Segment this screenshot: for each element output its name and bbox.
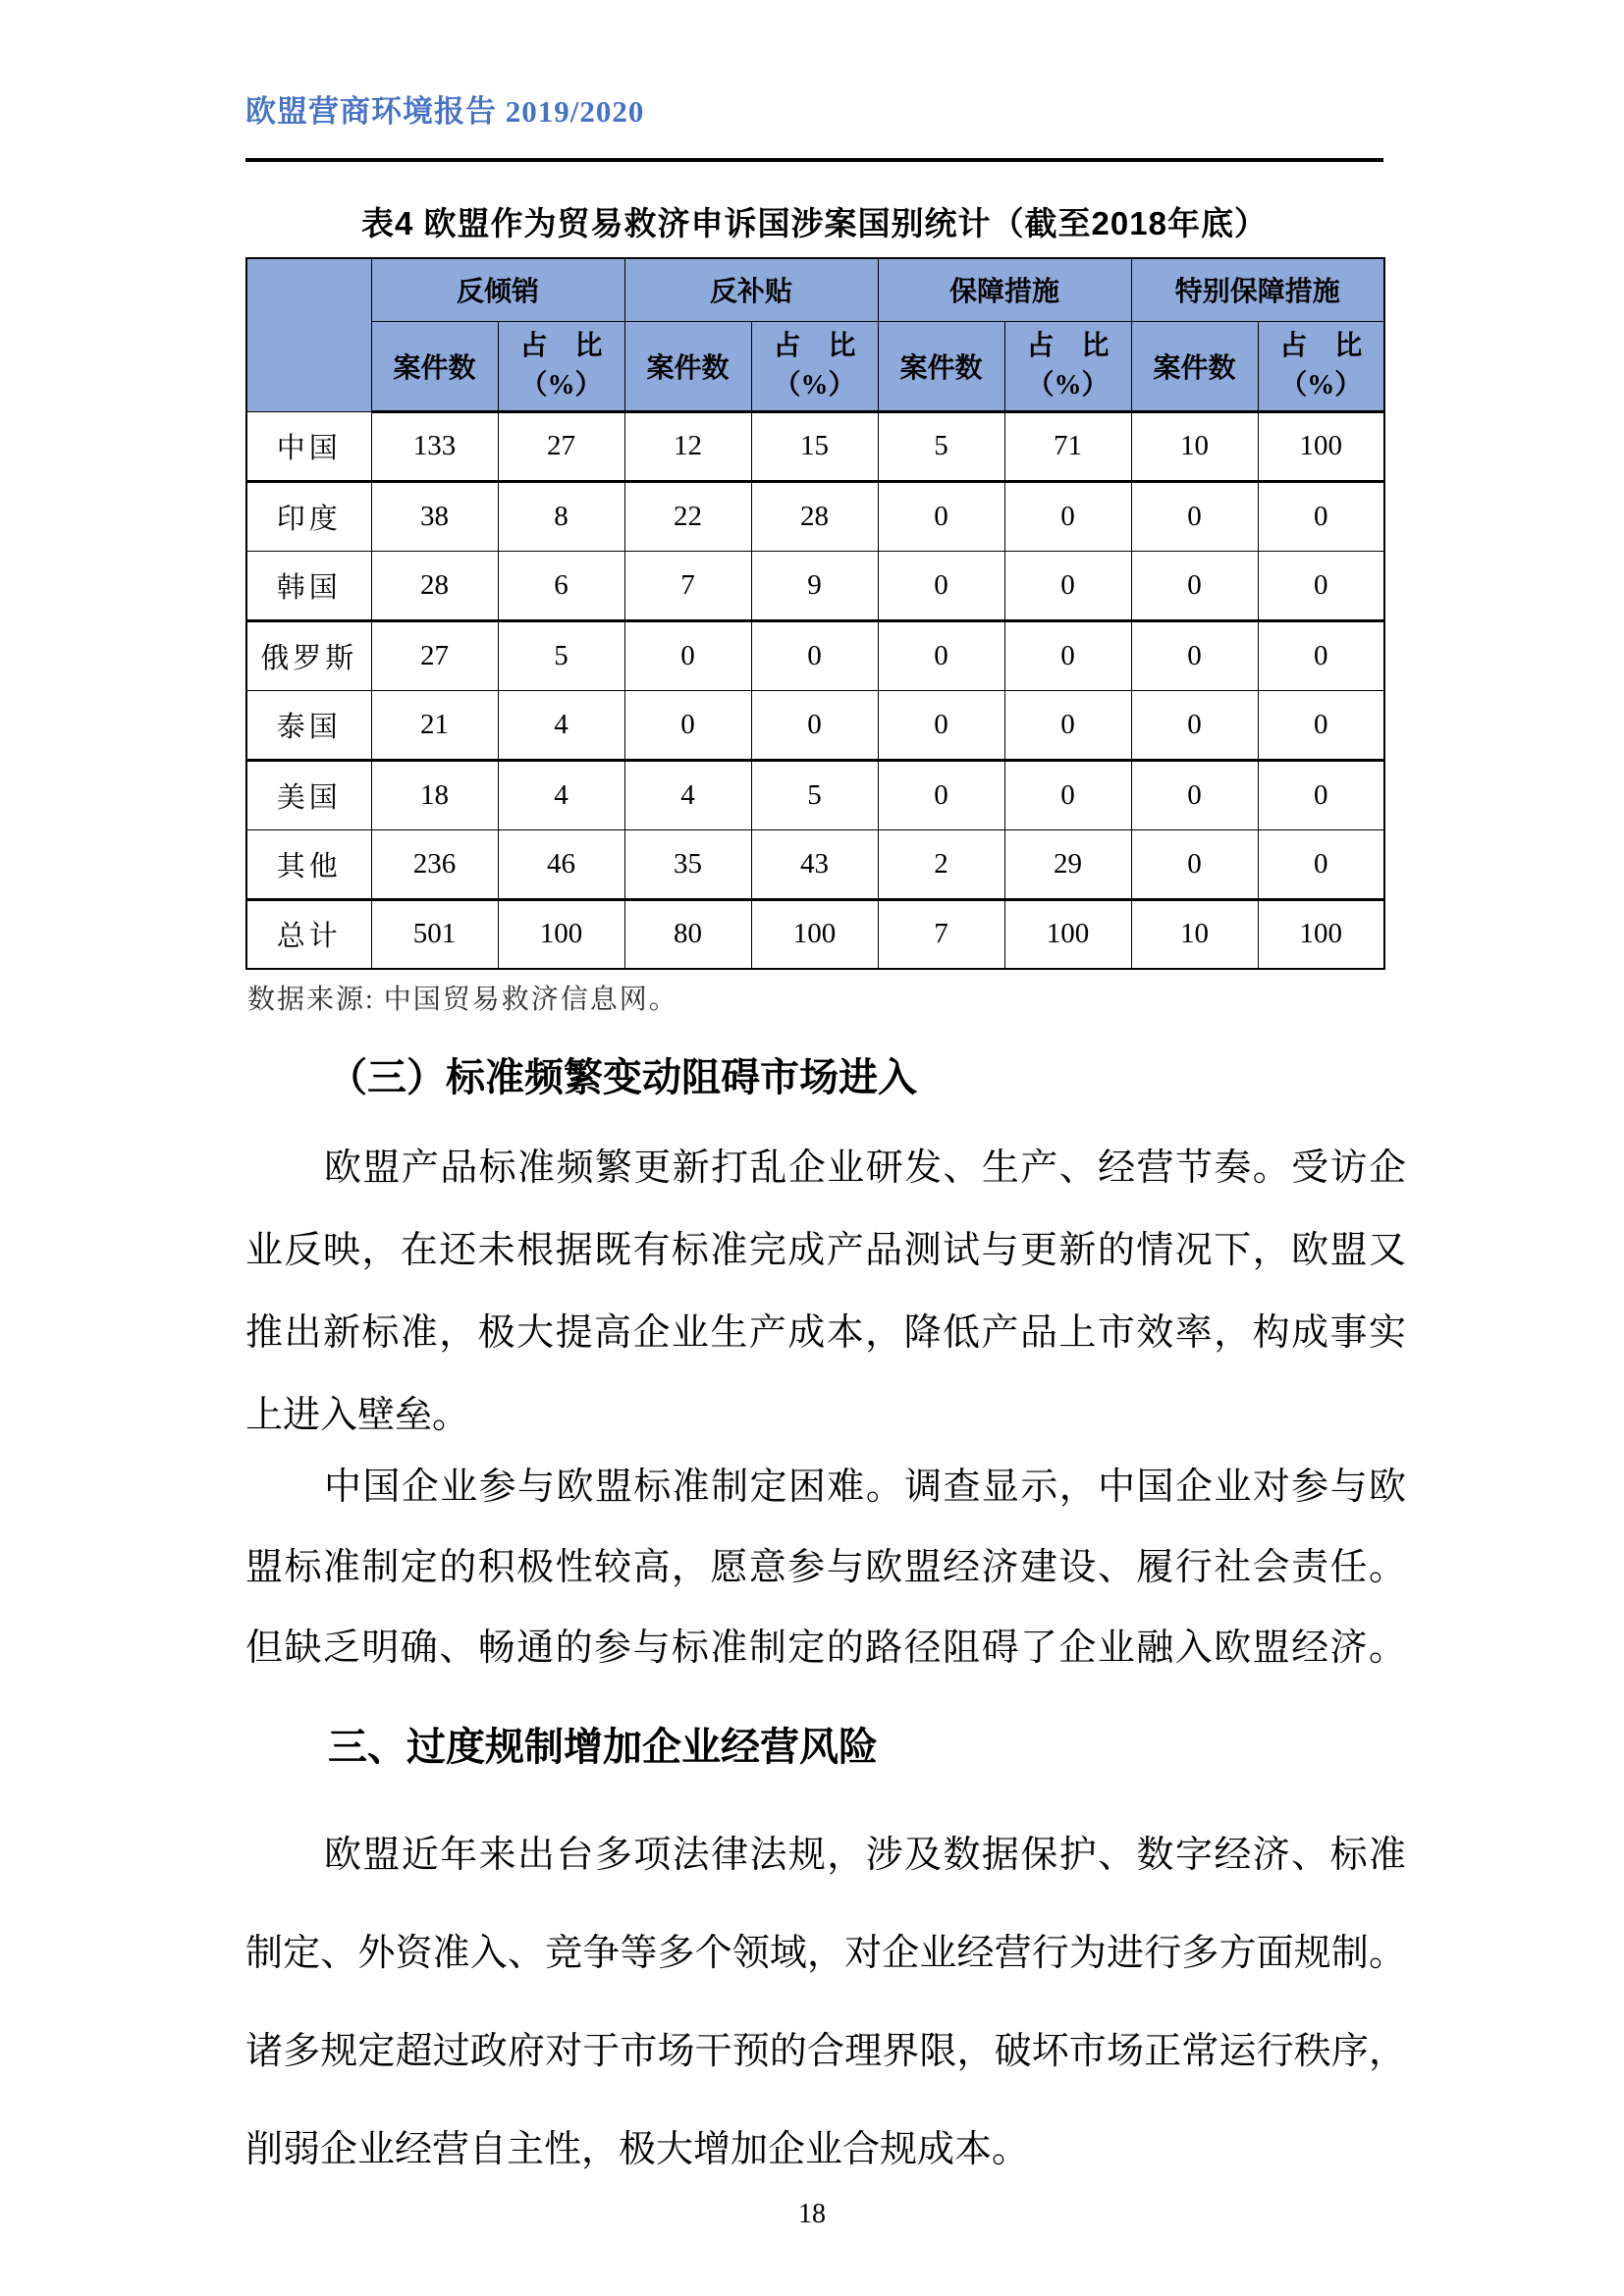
value-cell: 35 [624,829,751,899]
value-cell: 5 [751,760,878,829]
table-row [246,899,1384,969]
value-cell: 0 [751,690,878,760]
value-cell: 0 [878,620,1004,690]
table-header [246,258,1384,411]
value-cell: 8 [498,481,624,551]
cases-header-cell: 案件数 [371,321,498,411]
value-cell: 29 [1004,829,1131,899]
paragraph-line: 制定、外资准入、竞争等多个领域，对企业经营行为进行多方面规制。 [245,1933,1406,1974]
paragraph-line: 但缺乏明确、畅通的参与标准制定的路径阻碍了企业融入欧盟经济。 [245,1628,1406,1669]
table-row [246,551,1384,620]
section-heading-overregulation: 三、过度规制增加企业经营风险 [328,1726,878,1769]
table-corner-cell [246,258,371,411]
row-label-cell: 俄罗斯 [246,620,371,690]
value-cell: 4 [498,690,624,760]
share-header-cell [498,321,624,411]
paragraph-line: 推出新标准，极大提高企业生产成本，降低产品上市效率，构成事实 [245,1312,1406,1354]
value-cell: 0 [1131,690,1258,760]
row-label-cell: 美国 [246,760,371,829]
value-cell: 0 [1258,690,1384,760]
value-cell: 0 [1004,760,1131,829]
table-body [246,411,1384,969]
share-header-cell [1004,321,1131,411]
value-cell: 2 [878,829,1004,899]
value-cell: 0 [1131,829,1258,899]
value-cell: 0 [878,690,1004,760]
table-header-row-groups [246,258,1384,321]
data-source-note: 数据来源: 中国贸易救济信息网。 [247,985,678,1015]
paragraph-line: 盟标准制定的积极性较高，愿意参与欧盟经济建设、履行社会责任。 [245,1547,1406,1588]
value-cell: 0 [1004,551,1131,620]
share-header-line2: （%） [773,369,856,400]
value-cell: 0 [1004,690,1131,760]
page-number: 18 [798,2199,826,2229]
share-header-cell [1258,321,1384,411]
value-cell: 10 [1131,899,1258,969]
value-cell: 0 [878,481,1004,551]
paragraph-standards-update [245,1127,1406,1457]
value-cell: 0 [1258,760,1384,829]
group-header-cell: 反倾销 [371,258,624,321]
value-cell: 10 [1131,411,1258,481]
value-cell: 100 [1258,411,1384,481]
row-label-cell: 中国 [246,411,371,481]
cases-header-cell: 案件数 [1131,321,1258,411]
paragraph-line: 中国企业参与欧盟标准制定困难。调查显示，中国企业对参与欧 [324,1467,1406,1508]
share-header-line1: 占 比 [1279,330,1363,361]
row-label-cell: 韩国 [246,551,371,620]
paragraph-line: 欧盟近年来出台多项法律法规，涉及数据保护、数字经济、标准 [324,1835,1406,1876]
value-cell: 18 [371,760,498,829]
value-cell: 0 [624,690,751,760]
value-cell: 100 [1258,899,1384,969]
share-header-line1: 占 比 [773,330,856,361]
row-label-cell: 其他 [246,829,371,899]
value-cell: 9 [751,551,878,620]
value-cell: 501 [371,899,498,969]
value-cell: 0 [878,760,1004,829]
value-cell: 80 [624,899,751,969]
header-rule [245,158,1383,162]
row-label-cell: 印度 [246,481,371,551]
value-cell: 7 [624,551,751,620]
value-cell: 12 [624,411,751,481]
value-cell: 0 [751,620,878,690]
paragraph-line: 诸多规定超过政府对于市场干预的合理界限，破坏市场正常运行秩序， [245,2031,1406,2072]
value-cell: 4 [498,760,624,829]
value-cell: 0 [1131,481,1258,551]
share-header-cell [751,321,878,411]
table-row [246,411,1384,481]
trade-remedy-statistics-table [245,257,1385,970]
value-cell: 0 [1131,551,1258,620]
value-cell: 28 [751,481,878,551]
group-header-cell: 保障措施 [878,258,1131,321]
table-title: 表4 欧盟作为贸易救济申诉国涉案国别统计（截至2018年底） [361,205,1268,241]
value-cell: 38 [371,481,498,551]
value-cell: 43 [751,829,878,899]
value-cell: 100 [498,899,624,969]
share-header-line2: （%） [1279,369,1363,400]
group-header-cell: 特别保障措施 [1131,258,1384,321]
table-row [246,620,1384,690]
cases-header-cell: 案件数 [878,321,1004,411]
table-row [246,690,1384,760]
value-cell: 15 [751,411,878,481]
row-label-cell: 泰国 [246,690,371,760]
value-cell: 133 [371,411,498,481]
table-header-row-measures [246,321,1384,411]
share-header-line1: 占 比 [1026,330,1110,361]
value-cell: 0 [1131,620,1258,690]
value-cell: 0 [1258,481,1384,551]
row-label-cell: 总计 [246,899,371,969]
table-row [246,760,1384,829]
value-cell: 7 [878,899,1004,969]
value-cell: 0 [1258,551,1384,620]
document-header-title: 欧盟营商环境报告 2019/2020 [245,94,645,129]
value-cell: 21 [371,690,498,760]
value-cell: 0 [1131,760,1258,829]
paragraph-line: 业反映，在还未根据既有标准完成产品测试与更新的情况下，欧盟又 [245,1230,1406,1271]
table-row [246,829,1384,899]
value-cell: 0 [878,551,1004,620]
group-header-cell: 反补贴 [624,258,878,321]
value-cell: 22 [624,481,751,551]
value-cell: 0 [624,620,751,690]
value-cell: 71 [1004,411,1131,481]
value-cell: 5 [498,620,624,690]
value-cell: 4 [624,760,751,829]
share-header-line1: 占 比 [519,330,603,361]
value-cell: 0 [1258,829,1384,899]
value-cell: 27 [498,411,624,481]
paragraph-standards-participation [245,1447,1406,1688]
paragraph-line: 削弱企业经营自主性，极大增加企业合规成本。 [245,2129,1030,2170]
value-cell: 0 [1004,620,1131,690]
paragraph-line: 欧盟产品标准频繁更新打乱企业研发、生产、经营节奏。受访企 [324,1148,1406,1189]
value-cell: 27 [371,620,498,690]
share-header-line2: （%） [519,369,603,400]
value-cell: 0 [1258,620,1384,690]
value-cell: 6 [498,551,624,620]
cases-header-cell: 案件数 [624,321,751,411]
value-cell: 100 [1004,899,1131,969]
value-cell: 46 [498,829,624,899]
section-heading-standards: （三）标准频繁变动阻碍市场进入 [328,1056,917,1099]
paragraph-overregulation [245,1806,1406,2199]
value-cell: 0 [1004,481,1131,551]
value-cell: 100 [751,899,878,969]
value-cell: 236 [371,829,498,899]
share-header-line2: （%） [1026,369,1110,400]
paragraph-line: 上进入壁垒。 [245,1395,470,1436]
value-cell: 28 [371,551,498,620]
table-row [246,481,1384,551]
value-cell: 5 [878,411,1004,481]
